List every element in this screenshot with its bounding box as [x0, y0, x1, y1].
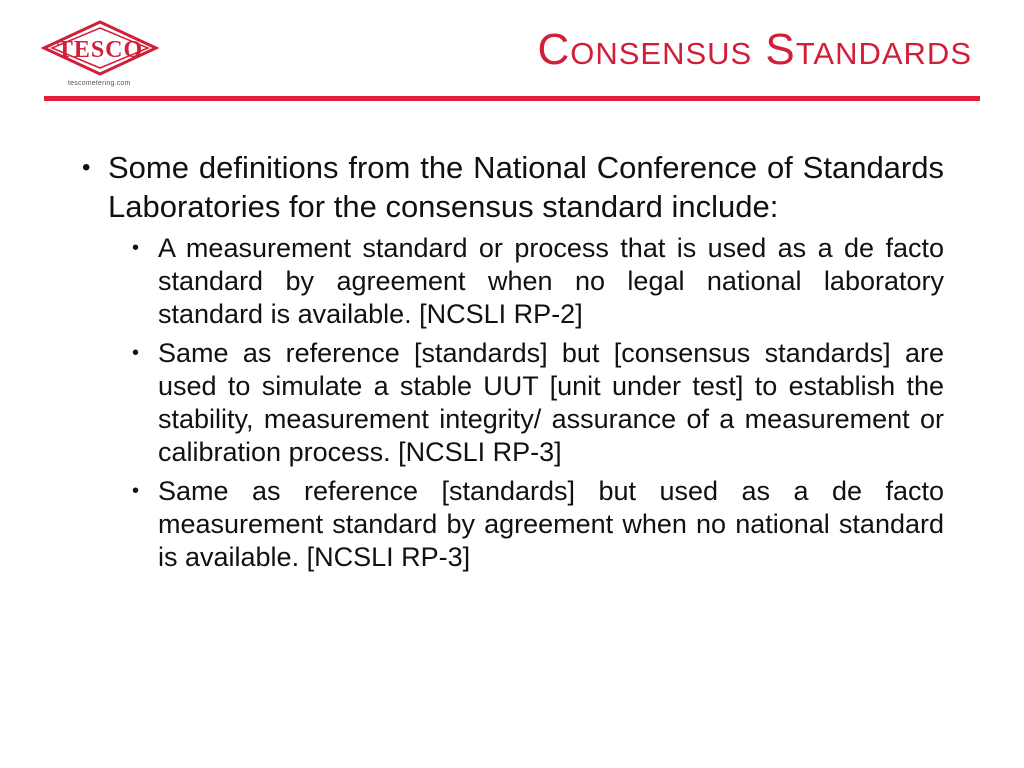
bullet-item-intro	[82, 148, 944, 574]
bullet-icon: •	[132, 237, 140, 259]
logo-wordmark: TESCO	[56, 37, 144, 63]
bullet-text: Some definitions from the National Conference of Standards Laboratories for the consensus standard include:	[108, 150, 944, 224]
title-divider	[44, 96, 980, 101]
sub-bullet-text: Same as reference [standards] but used as a de facto measurement standard by agreement when no national standard is available. [NCSLI RP-3]	[158, 476, 944, 572]
bullet-list	[82, 148, 944, 574]
page-title: Consensus Standards	[537, 25, 972, 74]
sub-bullet-item	[108, 475, 944, 574]
tesco-logo	[40, 18, 160, 94]
tesco-logo-mark	[40, 18, 160, 78]
sub-bullet-text: Same as reference [standards] but [consensus standards] are used to simulate a stable UUT [unit under test] to establish the stability, measurement integrity/ assurance of a measurement or calibration process. [NCSLI RP-3]	[158, 338, 944, 467]
bullet-icon: •	[132, 480, 140, 502]
sub-bullet-item	[108, 232, 944, 331]
bullet-icon: •	[82, 154, 91, 181]
sub-bullet-item	[108, 337, 944, 469]
bullet-icon: •	[132, 342, 140, 364]
logo-url: tescometering.com	[68, 80, 131, 87]
sub-bullet-list	[108, 232, 944, 574]
slide-content	[82, 148, 944, 580]
sub-bullet-text: A measurement standard or process that is used as a de facto standard by agreement when no legal national laboratory standard is available. [NCSLI RP-2]	[158, 233, 944, 329]
